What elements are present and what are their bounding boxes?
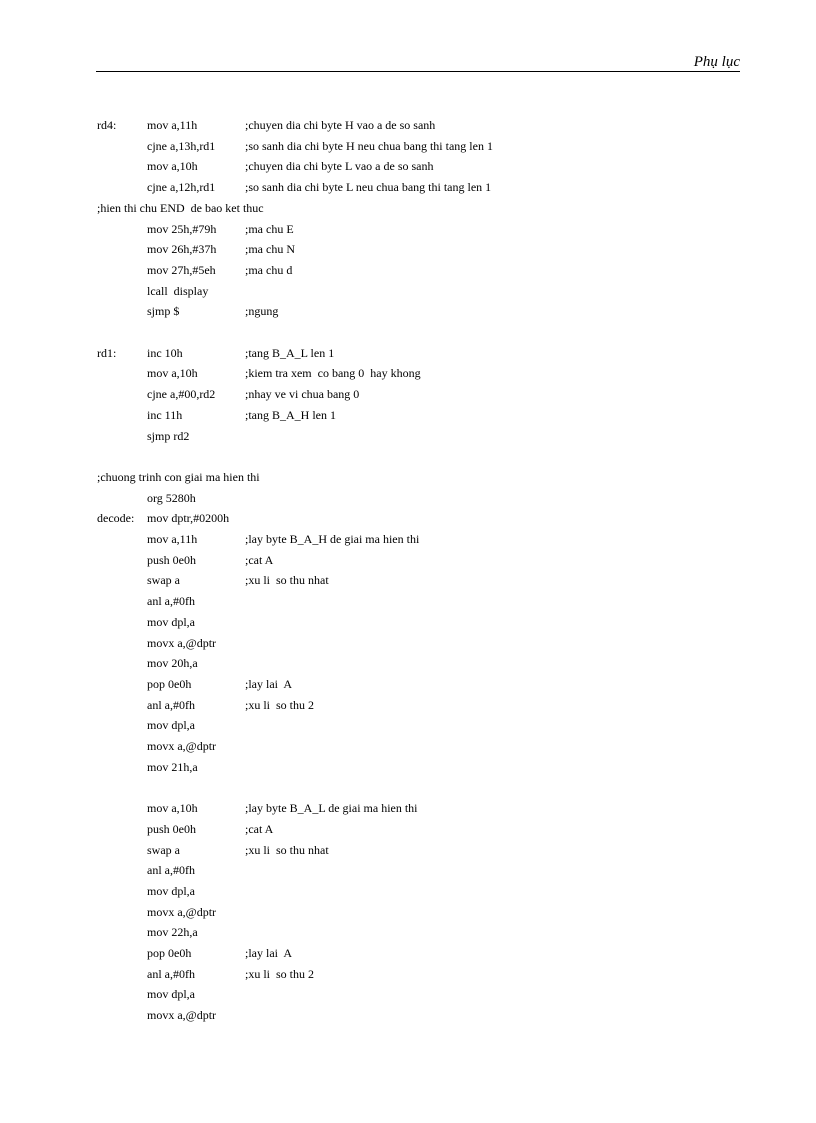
- code-instruction: inc 10h: [147, 345, 183, 360]
- code-instruction: cjne a,12h,rd1: [147, 180, 216, 195]
- code-instruction: mov a,11h: [147, 532, 198, 546]
- code-comment: ;so sanh dia chi byte H neu chua bang thi tang len 1: [245, 138, 493, 153]
- code-instruction: mov a,10h: [147, 366, 198, 381]
- code-instruction: movx a,@dptr: [147, 739, 217, 753]
- code-comment: ;lay lai A: [245, 676, 292, 691]
- code-instruction: mov dptr,#0200h: [147, 511, 230, 526]
- code-instruction: mov 25h,#79h: [147, 221, 217, 236]
- code-comment: ;lay byte B_A_H de giai ma hien thi: [245, 532, 420, 546]
- code-label: rd1:: [97, 345, 117, 360]
- code-label: decode:: [97, 511, 135, 526]
- code-instruction: mov a,11h: [147, 118, 198, 132]
- comment-line: ;chuong trinh con giai ma hien thi: [97, 469, 260, 484]
- code-comment: ;cat A: [245, 821, 274, 836]
- code-instruction: mov 27h,#5eh: [147, 262, 216, 277]
- code-instruction: mov dpl,a: [147, 614, 195, 629]
- code-comment: ;so sanh dia chi byte L neu chua bang thi tang len 1: [245, 180, 492, 195]
- code-comment: ;ma chu d: [245, 262, 293, 277]
- header-title: Phụ lục: [693, 54, 740, 70]
- code-instruction: movx a,@dptr: [147, 1008, 217, 1023]
- code-instruction: mov 22h,a: [147, 925, 198, 940]
- code-label: rd4:: [97, 118, 117, 132]
- code-instruction: cjne a,13h,rd1: [147, 138, 216, 153]
- code-comment: ;chuyen dia chi byte H vao a de so sanh: [245, 118, 436, 132]
- code-comment: ;nhay ve vi chua bang 0: [245, 387, 360, 402]
- code-comment: ;ma chu E: [245, 221, 294, 236]
- code-instruction: mov 20h,a: [147, 656, 198, 671]
- code-instruction: org 5280h: [147, 490, 196, 505]
- code-instruction: anl a,#0fh: [147, 863, 195, 878]
- code-comment: ;xu li so thu nhat: [245, 842, 329, 857]
- code-instruction: mov dpl,a: [147, 718, 195, 733]
- code-instruction: pop 0e0h: [147, 946, 192, 960]
- code-comment: ;lay lai A: [245, 946, 292, 960]
- code-instruction: mov 26h,#37h: [147, 242, 217, 257]
- code-instruction: mov a,10h: [147, 801, 198, 816]
- comment-line: ;hien thi chu END de bao ket thuc: [97, 200, 264, 215]
- code-instruction: swap a: [147, 573, 180, 588]
- code-instruction: movx a,@dptr: [147, 904, 217, 919]
- code-instruction: anl a,#0fh: [147, 966, 195, 981]
- code-instruction: sjmp rd2: [147, 428, 190, 443]
- code-instruction: mov a,10h: [147, 159, 198, 174]
- code-comment: ;chuyen dia chi byte L vao a de so sanh: [245, 159, 434, 174]
- code-instruction: lcall display: [147, 283, 209, 298]
- code-instruction: swap a: [147, 842, 180, 857]
- code-instruction: push 0e0h: [147, 552, 196, 567]
- code-instruction: mov 21h,a: [147, 759, 198, 774]
- code-instruction: anl a,#0fh: [147, 697, 195, 712]
- code-comment: ;tang B_A_L len 1: [245, 345, 335, 360]
- code-comment: ;ma chu N: [245, 242, 295, 257]
- code-comment: ;xu li so thu 2: [245, 966, 315, 981]
- code-comment: ;xu li so thu nhat: [245, 573, 329, 588]
- code-instruction: mov dpl,a: [147, 987, 195, 1002]
- code-comment: ;xu li so thu 2: [245, 697, 315, 712]
- code-instruction: mov dpl,a: [147, 883, 195, 898]
- code-instruction: push 0e0h: [147, 821, 196, 836]
- code-instruction: inc 11h: [147, 407, 183, 422]
- code-instruction: movx a,@dptr: [147, 635, 217, 650]
- code-instruction: sjmp $: [147, 304, 180, 319]
- code-comment: ;cat A: [245, 552, 274, 567]
- code-comment: ;lay byte B_A_L de giai ma hien thi: [245, 801, 418, 816]
- code-comment: ;ngung: [245, 304, 279, 319]
- code-instruction: anl a,#0fh: [147, 594, 195, 609]
- code-comment: ;tang B_A_H len 1: [245, 407, 336, 422]
- code-comment: ;kiem tra xem co bang 0 hay khong: [245, 366, 421, 381]
- code-instruction: cjne a,#00,rd2: [147, 387, 216, 402]
- code-instruction: pop 0e0h: [147, 676, 192, 691]
